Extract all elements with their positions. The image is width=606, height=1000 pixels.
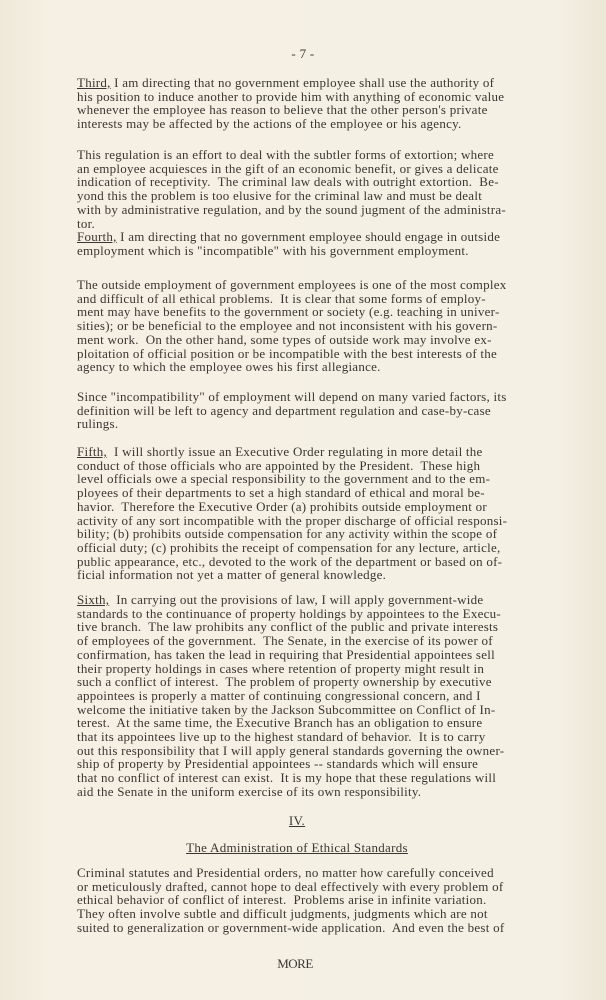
- line-text: public appearance, etc., devoted to the work of the department or based on of-: [77, 553, 503, 569]
- line-text: rulings.: [77, 416, 119, 432]
- text-line: [77, 771, 557, 785]
- line-text: conduct of those officials who are appointed by the President. These high: [77, 457, 481, 473]
- text-line: [77, 103, 557, 117]
- line-text: confirmation, has taken the lead in requiring that Presidential appointees sell: [77, 646, 495, 662]
- line-text: sities); or be beneficial to the employee and not inconsistent with his govern-: [77, 318, 498, 334]
- text-line: [77, 189, 557, 203]
- line-text: ploitation of official position or be incompatible with the best interests of the: [77, 345, 498, 361]
- line-text: I am directing that no government employee shall use the authority of: [110, 75, 495, 90]
- line-text: ficial information not yet a matter of general knowledge.: [77, 567, 387, 583]
- section-number: IV.: [288, 813, 306, 828]
- line-text: with by administrative regulation, and by the sound jugment of the administra-: [77, 201, 506, 217]
- text-line: [77, 648, 557, 662]
- paragraph-fifth: [77, 445, 557, 582]
- line-text: Criminal statutes and Presidential orders, no matter how carefully conceived: [77, 865, 494, 880]
- text-line: [77, 203, 557, 217]
- text-line: [77, 568, 557, 582]
- line-text: indication of receptivity. The criminal law deals with outright extortion. Be-: [77, 174, 499, 190]
- paragraph-lead-word: Third,: [77, 75, 111, 90]
- line-text: ship of property by Presidential appointees -- standards which will ensure: [77, 756, 479, 772]
- line-text: agency to which the employee owes his first allegiance.: [77, 359, 381, 375]
- line-text: yond this the problem is too elusive for the criminal law and must be dealt: [77, 188, 483, 204]
- text-line: [77, 689, 557, 703]
- text-line: [77, 500, 557, 514]
- line-text: appointees is properly a matter of continuing congressional concern, and I: [77, 687, 481, 703]
- paragraph-sixth: [77, 593, 557, 799]
- text-line: [77, 278, 557, 292]
- text-line: [77, 703, 557, 717]
- text-line: [77, 175, 557, 189]
- line-text: such a conflict of interest. The problem of property ownership by executive: [77, 674, 492, 690]
- line-text: out this responsibility that I will apply general standards governing the owner-: [77, 742, 505, 758]
- line-text: ment may have benefits to the government or society (e.g. teaching in univer-: [77, 304, 500, 320]
- text-line: [77, 347, 557, 361]
- text-line: [77, 333, 557, 347]
- line-text: definition will be left to agency and department regulation and case-by-case: [77, 402, 491, 418]
- text-line: [77, 593, 557, 607]
- text-line: [77, 921, 557, 935]
- text-line: [77, 757, 557, 771]
- text-line: [77, 445, 557, 459]
- text-line: [77, 90, 557, 104]
- line-text: I am directing that no government employee should engage in outside: [116, 229, 501, 244]
- paragraph-criminal-statutes: [77, 866, 557, 935]
- text-line: [77, 76, 557, 90]
- text-line: [77, 472, 557, 486]
- page-number: - 7 -: [291, 46, 315, 61]
- text-line: [77, 607, 557, 621]
- line-text: welcome the initiative taken by the Jackson Subcommittee on Conflict of In-: [77, 701, 496, 717]
- text-line: [77, 716, 557, 730]
- paragraph-fourth: [77, 230, 557, 257]
- line-text: The outside employment of government employees is one of the most complex: [77, 277, 507, 292]
- line-text: terest. At the same time, the Executive Branch has an obligation to ensure: [77, 715, 483, 731]
- text-line: [77, 319, 557, 333]
- text-line: [77, 117, 557, 131]
- text-line: [77, 305, 557, 319]
- line-text: suited to generalization or government-wide application. And even the best of: [77, 919, 505, 935]
- text-line: [77, 162, 557, 176]
- text-line: [77, 292, 557, 306]
- line-text: that no conflict of interest can exist. It is my hope that these regulations will: [77, 770, 497, 786]
- paragraph-third: [77, 76, 557, 131]
- line-text: Since "incompatibility" of employment will depend on many varied factors, its: [77, 389, 507, 404]
- line-text: interests may be affected by the actions of the employee or his agency.: [77, 116, 462, 132]
- text-line: [77, 620, 557, 634]
- footer-more: MORE: [277, 956, 313, 971]
- line-text: his position to induce another to provide him with anything of economic value: [77, 88, 505, 104]
- text-line: [77, 662, 557, 676]
- paragraph-lead-word: Fourth,: [77, 229, 117, 244]
- text-line: [77, 486, 557, 500]
- line-text: aid the Senate in the uniform exercise of its own responsibility.: [77, 783, 422, 799]
- text-line: [77, 675, 557, 689]
- line-text: that its appointees live up to the highest standard of behavior. It is to carry: [77, 729, 486, 745]
- paragraph-lead-word: Sixth,: [77, 592, 110, 607]
- text-line: [77, 417, 557, 431]
- text-line: [77, 527, 557, 541]
- text-line: [77, 148, 557, 162]
- line-text: or meticulously drafted, cannot hope to deal effectively with every problem of: [77, 878, 504, 894]
- text-line: [77, 866, 557, 880]
- paragraph-regulation: [77, 148, 557, 230]
- text-line: [77, 541, 557, 555]
- line-text: ployees of their departments to set a high standard of ethical and moral be-: [77, 485, 485, 501]
- text-line: [77, 404, 557, 418]
- line-text: standards to the continuance of property holdings by appointees to the Execu-: [77, 605, 501, 621]
- line-text: an employee acquiesces in the gift of an economic benefit, or gives a delicate: [77, 160, 499, 176]
- text-line: [77, 459, 557, 473]
- text-line: [77, 634, 557, 648]
- line-text: havior. Therefore the Executive Order (a) prohibits outside employment or: [77, 498, 487, 514]
- line-text: ment work. On the other hand, some types of outside work may involve ex-: [77, 331, 492, 347]
- paragraph-lead-word: Fifth,: [77, 444, 108, 459]
- line-text: In carrying out the provisions of law, I will apply government-wide: [109, 592, 484, 607]
- line-text: bility; (b) prohibits outside compensation for any activity within the scope of: [77, 526, 498, 542]
- line-text: activity of any sort incompatible with the proper discharge of official responsi-: [77, 512, 508, 528]
- line-text: I will shortly issue an Executive Order regulating in more detail the: [107, 444, 483, 459]
- paragraph-incompatibility: [77, 390, 557, 431]
- text-line: [77, 390, 557, 404]
- text-line: [77, 907, 557, 921]
- line-text: official duty; (c) prohibits the receipt of compensation for any lecture, article,: [77, 539, 501, 555]
- line-text: and difficult of all ethical problems. It is clear that some forms of employ-: [77, 290, 486, 306]
- line-text: ethical behavior of conflict of interest. Problems arise in infinite variation.: [77, 892, 487, 908]
- line-text: whenever the employee has reason to believe that the other person's private: [77, 102, 488, 118]
- text-line: [77, 514, 557, 528]
- line-text: They often involve subtle and difficult judgments, judgments which are not: [77, 906, 488, 922]
- text-line: [77, 785, 557, 799]
- text-line: [77, 730, 557, 744]
- line-text: of employees of the government. The Senate, in the exercise of its power of: [77, 633, 493, 649]
- paragraph-outside-employment: [77, 278, 557, 374]
- text-line: [77, 230, 557, 244]
- text-line: [77, 893, 557, 907]
- text-line: [77, 244, 557, 258]
- text-line: [77, 360, 557, 374]
- line-text: This regulation is an effort to deal with the subtler forms of extortion; where: [77, 147, 494, 162]
- line-text: tor.: [77, 215, 95, 231]
- text-line: [77, 555, 557, 569]
- section-heading: The Administration of Ethical Standards: [186, 840, 408, 855]
- line-text: tive branch. The law prohibits any conflict of the public and private interests: [77, 619, 499, 635]
- line-text: employment which is "incompatible" with his government employment.: [77, 242, 469, 258]
- line-text: their property holdings in cases where retention of property might result in: [77, 660, 485, 676]
- text-line: [77, 880, 557, 894]
- line-text: level officials owe a special responsibility to the government and to the em-: [77, 471, 491, 487]
- text-line: [77, 744, 557, 758]
